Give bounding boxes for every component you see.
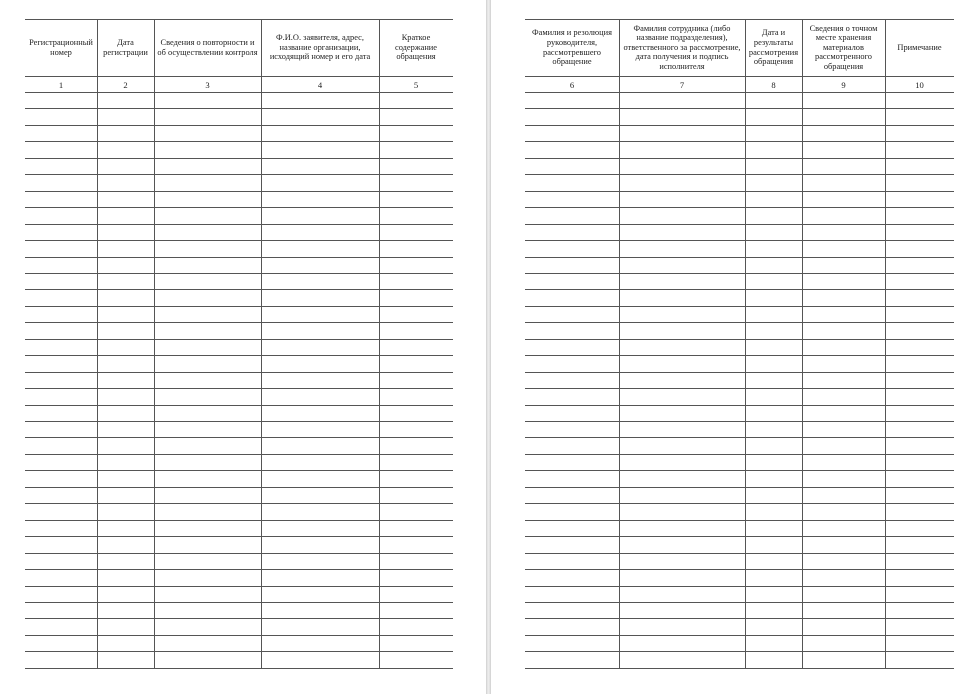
table-row-line bbox=[25, 322, 453, 323]
column-header-1: Регистрационный номер bbox=[29, 37, 93, 57]
column-number-6: 6 bbox=[569, 79, 575, 90]
column-header-7: Фамилия сотрудника (либо название подразделения), ответственного за рассмотрение, дата получения и подпись исполнителя bbox=[623, 23, 741, 71]
table-row-line bbox=[525, 602, 954, 603]
column-number-2: 2 bbox=[123, 79, 128, 90]
column-number-10: 10 bbox=[915, 79, 924, 90]
table-row-line bbox=[25, 421, 453, 422]
table-row-line bbox=[25, 158, 453, 159]
table-row-line bbox=[25, 536, 453, 537]
column-header-8: Дата и результаты рассмотрения обращения bbox=[748, 28, 799, 67]
table-row-line bbox=[525, 503, 954, 504]
table-row-line bbox=[525, 388, 954, 389]
table-row-line bbox=[25, 372, 453, 373]
table-row-line bbox=[525, 355, 954, 356]
table-row-line bbox=[525, 586, 954, 587]
number-row-bottom-border bbox=[525, 92, 954, 93]
column-divider bbox=[97, 19, 98, 668]
column-number-8: 8 bbox=[771, 79, 776, 90]
table-row-line bbox=[25, 454, 453, 455]
table-row-line bbox=[25, 503, 453, 504]
table-row-line bbox=[25, 289, 453, 290]
table-row-line bbox=[525, 273, 954, 274]
table-row-line bbox=[25, 618, 453, 619]
table-row-line bbox=[525, 470, 954, 471]
column-header-5: Краткое содержание обращения bbox=[394, 33, 437, 62]
table-row-line bbox=[525, 536, 954, 537]
table-row-line bbox=[525, 240, 954, 241]
table-row-line bbox=[25, 257, 453, 258]
table-row-line bbox=[25, 207, 453, 208]
table-row-line bbox=[25, 470, 453, 471]
column-header-2: Дата регистрации bbox=[103, 37, 148, 57]
table-row-line bbox=[525, 339, 954, 340]
column-number-3: 3 bbox=[205, 79, 210, 90]
table-row-line bbox=[25, 125, 453, 126]
table-row-line bbox=[25, 668, 453, 669]
table-row-line bbox=[25, 520, 453, 521]
right-journal-table bbox=[491, 0, 979, 694]
column-header-3: Сведения о повторности и об осуществлении контроля bbox=[157, 37, 258, 57]
table-row-line bbox=[525, 322, 954, 323]
table-row-line bbox=[25, 635, 453, 636]
table-row-line bbox=[25, 141, 453, 142]
column-divider bbox=[885, 19, 886, 668]
column-header-9: Сведения о точном месте хранения материалов рассмотренного обращения bbox=[809, 23, 878, 71]
table-row-line bbox=[25, 487, 453, 488]
column-divider bbox=[379, 19, 380, 668]
table-row-line bbox=[25, 191, 453, 192]
table-row-line bbox=[525, 668, 954, 669]
table-row-line bbox=[525, 487, 954, 488]
column-divider bbox=[261, 19, 262, 668]
table-row-line bbox=[525, 437, 954, 438]
table-row-line bbox=[25, 388, 453, 389]
table-row-line bbox=[525, 618, 954, 619]
table-row-line bbox=[525, 651, 954, 652]
table-row-line bbox=[25, 553, 453, 554]
table-row-line bbox=[25, 174, 453, 175]
table-row-line bbox=[525, 421, 954, 422]
table-row-line bbox=[525, 635, 954, 636]
table-row-line bbox=[25, 108, 453, 109]
column-number-4: 4 bbox=[317, 79, 323, 90]
table-row-line bbox=[525, 520, 954, 521]
number-row-bottom-border bbox=[25, 92, 453, 93]
table-row-line bbox=[525, 289, 954, 290]
column-header-6: Фамилия и резолюция руководителя, рассмотревшего обращение bbox=[532, 28, 612, 67]
table-row-line bbox=[25, 405, 453, 406]
table-row-line bbox=[525, 257, 954, 258]
table-row-line bbox=[525, 372, 954, 373]
column-number-5: 5 bbox=[413, 79, 419, 90]
right-page bbox=[491, 0, 979, 694]
column-number-7: 7 bbox=[679, 79, 685, 90]
table-row-line bbox=[25, 339, 453, 340]
table-row-line bbox=[525, 569, 954, 570]
table-row-line bbox=[25, 651, 453, 652]
column-divider bbox=[619, 19, 620, 668]
column-divider bbox=[745, 19, 746, 668]
table-row-line bbox=[25, 306, 453, 307]
table-row-line bbox=[25, 602, 453, 603]
left-journal-table bbox=[0, 0, 486, 694]
table-row-line bbox=[525, 191, 954, 192]
column-header-4: Ф.И.О. заявителя, адрес, название организации, исходящий номер и его дата bbox=[269, 33, 371, 62]
column-number-9: 9 bbox=[841, 79, 846, 90]
table-row-line bbox=[525, 158, 954, 159]
column-header-10: Примечание bbox=[897, 42, 942, 52]
column-number-1: 1 bbox=[58, 79, 64, 90]
table-row-line bbox=[25, 569, 453, 570]
table-row-line bbox=[525, 108, 954, 109]
table-row-line bbox=[525, 306, 954, 307]
column-divider bbox=[802, 19, 803, 668]
table-row-line bbox=[525, 454, 954, 455]
table-row-line bbox=[25, 437, 453, 438]
table-row-line bbox=[25, 240, 453, 241]
table-row-line bbox=[525, 224, 954, 225]
table-row-line bbox=[525, 405, 954, 406]
table-row-line bbox=[525, 207, 954, 208]
table-row-line bbox=[525, 174, 954, 175]
table-row-line bbox=[25, 273, 453, 274]
column-divider bbox=[154, 19, 155, 668]
table-row-line bbox=[25, 224, 453, 225]
table-row-line bbox=[25, 355, 453, 356]
table-row-line bbox=[25, 586, 453, 587]
left-page bbox=[0, 0, 486, 694]
table-row-line bbox=[525, 141, 954, 142]
table-row-line bbox=[525, 125, 954, 126]
table-row-line bbox=[525, 553, 954, 554]
